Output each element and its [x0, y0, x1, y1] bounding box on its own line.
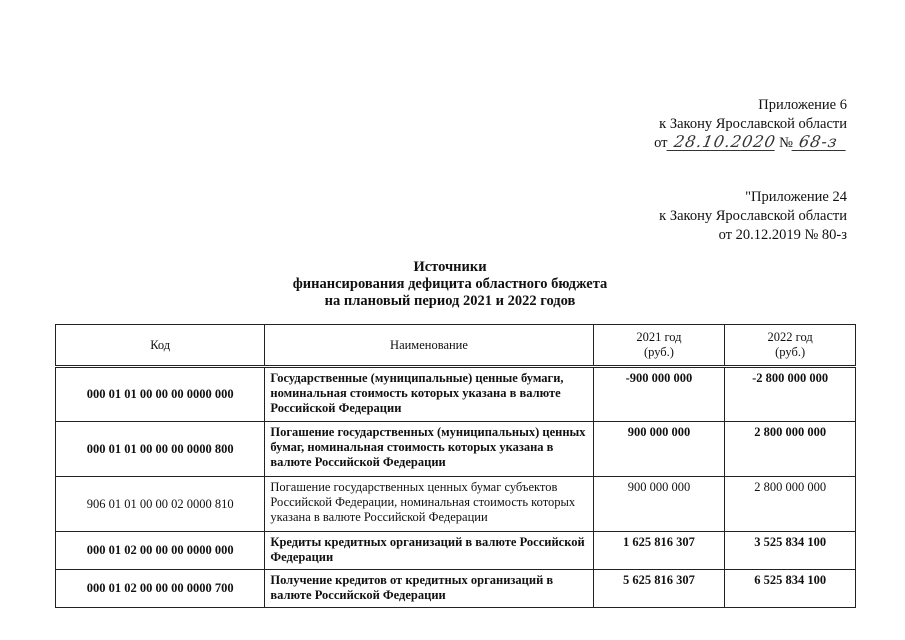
row-value-2021: 900 000 000 [593, 422, 725, 477]
row-value-2021: -900 000 000 [593, 367, 725, 422]
title-line-1: Источники [413, 259, 487, 275]
handwritten-number: 68-з [792, 134, 849, 151]
document-title [0, 259, 900, 310]
row-code: 000 01 01 00 00 00 0000 000 [56, 367, 265, 422]
row-code: 000 01 01 00 00 00 0000 800 [56, 422, 265, 477]
table-row [56, 477, 856, 532]
appendix-6-date-line [654, 134, 847, 153]
row-value-2021: 5 625 816 307 [593, 570, 725, 608]
appendix-24-date: от 20.12.2019 № 80-з [718, 227, 847, 243]
from-label: от [654, 135, 668, 151]
table-row [56, 532, 856, 570]
title-line-2: финансирования дефицита областного бюджета [292, 276, 608, 292]
header-code: Код [56, 325, 265, 367]
header-2022-year: 2022 год [767, 330, 813, 344]
header-2021 [593, 325, 725, 367]
appendix-6-law: к Закону Ярославской области [659, 116, 847, 132]
handwritten-date: 28.10.2020 [666, 134, 777, 151]
row-value-2022: -2 800 000 000 [725, 367, 856, 422]
appendix-6-header [654, 96, 847, 153]
financing-sources-table [55, 324, 856, 608]
number-label: № [779, 135, 793, 151]
row-name: Получение кредитов от кредитных организаций в валюте Российской Федерации [265, 570, 593, 608]
appendix-24-title: "Приложение 24 [745, 189, 847, 205]
header-2022 [725, 325, 856, 367]
row-value-2022: 3 525 834 100 [725, 532, 856, 570]
row-value-2022: 6 525 834 100 [725, 570, 856, 608]
table-row [56, 570, 856, 608]
header-2022-unit: (руб.) [775, 345, 806, 359]
row-code: 000 01 02 00 00 00 0000 000 [56, 532, 265, 570]
row-code: 906 01 01 00 00 02 0000 810 [56, 477, 265, 532]
header-2021-year: 2021 год [636, 330, 682, 344]
appendix-24-law: к Закону Ярославской области [659, 208, 847, 224]
header-name: Наименование [265, 325, 593, 367]
row-name: Погашение государственных ценных бумаг субъектов Российской Федерации, номинальная стоимость которых указана в валюте Российской Федерации [265, 477, 593, 532]
row-code: 000 01 02 00 00 00 0000 700 [56, 570, 265, 608]
table-row [56, 367, 856, 422]
appendix-6-title: Приложение 6 [758, 97, 847, 113]
row-name: Кредиты кредитных организаций в валюте Российской Федерации [265, 532, 593, 570]
title-line-3: на плановый период 2021 и 2022 годов [324, 293, 576, 309]
table-row [56, 422, 856, 477]
row-name: Государственные (муниципальные) ценные бумаги, номинальная стоимость которых указана в валюте Российской Федерации [265, 367, 593, 422]
table-header-row [56, 325, 856, 367]
row-value-2021: 900 000 000 [593, 477, 725, 532]
row-value-2022: 2 800 000 000 [725, 477, 856, 532]
appendix-24-header [659, 188, 847, 245]
header-2021-unit: (руб.) [643, 345, 674, 359]
row-name: Погашение государственных (муниципальных) ценных бумаг, номинальная стоимость которых указана в валюте Российской Федерации [265, 422, 593, 477]
row-value-2022: 2 800 000 000 [725, 422, 856, 477]
row-value-2021: 1 625 816 307 [593, 532, 725, 570]
